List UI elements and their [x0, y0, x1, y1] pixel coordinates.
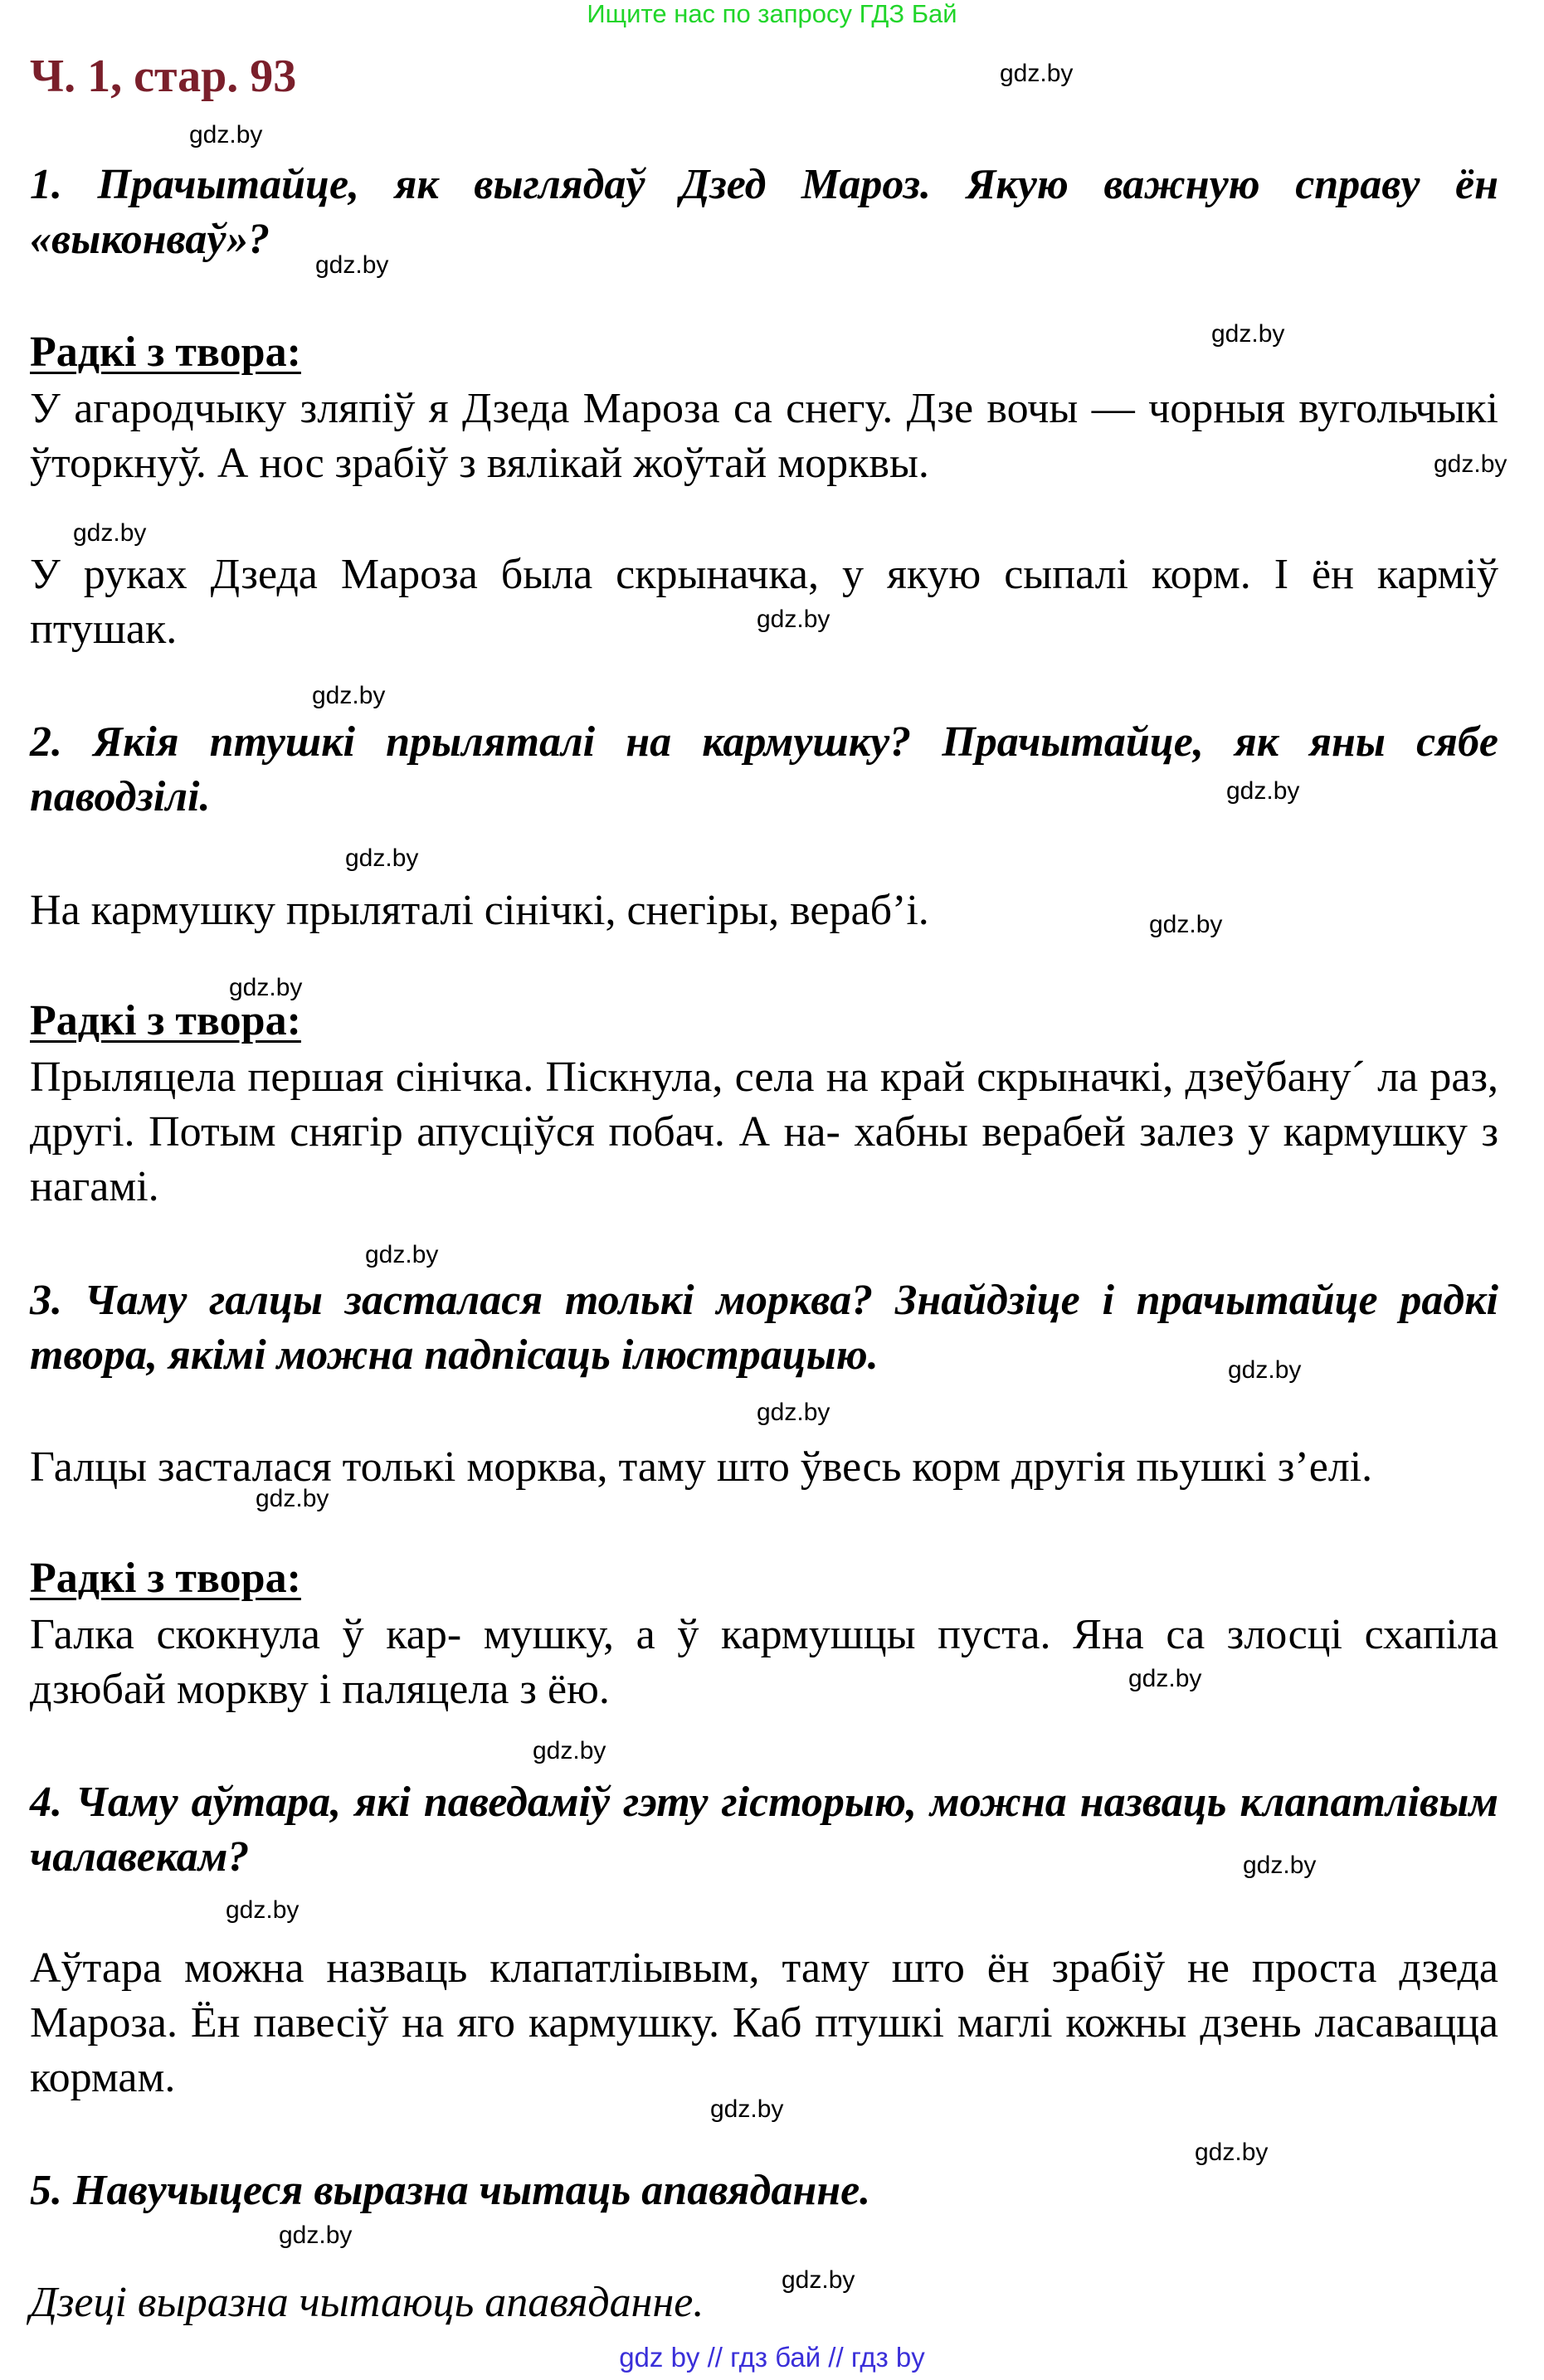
watermark: gdz.by: [1128, 1665, 1202, 1692]
question-4: 4. Чаму аўтара, які паведаміў гэту гісторыю, можна назваць клапатлівым чалавекам?: [30, 1779, 1498, 1881]
watermark: gdz.by: [73, 519, 147, 547]
watermark: gdz.by: [757, 606, 830, 633]
quote-1-1: У агародчыку зляпіў я Дзеда Мароза са снегу. Дзе вочы — чорныя вугольчыкі ўторкнуў. А нос зрабіў з вялікай жоўтай морквы.: [30, 385, 1498, 487]
question-5: 5. Навучыцеся выразна чытаць апавяданне.: [30, 2167, 871, 2214]
quote-2: Прыляцела першая сінічка. Піскнула, села на край скрыначкі, дзеўбану´ ла раз, другі. Потым снягір апусціўся побач. А на- хабны верабей залез у кармушку з нагамі.: [30, 1054, 1498, 1210]
watermark: gdz.by: [1211, 320, 1285, 348]
page-title: Ч. 1, стар. 93: [30, 51, 297, 102]
watermark: gdz.by: [533, 1737, 606, 1764]
watermark: gdz.by: [1000, 60, 1074, 87]
quote-3: Галка скокнула ў кар- мушку, а ў кармушцы пуста. Яна са злосці схапіла дзюбай моркву і паляцела з ёю.: [30, 1611, 1498, 1713]
watermark: gdz.by: [1195, 2139, 1269, 2166]
answer-4: Аўтара можна назваць клапатліывым, таму што ён зрабіў не проста дзеда Мароза. Ён павесіў на яго кармушку. Каб птушкі маглі кожны дзень ласавацца кормам.: [30, 1944, 1498, 2101]
question-2: 2. Якія птушкі прыляталі на кармушку? Прачытайце, як яны сябе паводзілі.: [30, 718, 1498, 820]
watermark: gdz.by: [1228, 1356, 1302, 1384]
watermark: gdz.by: [1226, 777, 1300, 805]
quote-1-2: У руках Дзеда Мароза была скрыначка, у якую сыпалі корм. І ён карміў птушак.: [30, 551, 1498, 653]
watermark: gdz.by: [312, 682, 386, 709]
watermark: gdz.by: [279, 2222, 353, 2249]
watermark: gdz.by: [345, 844, 419, 872]
watermark: gdz.by: [256, 1485, 329, 1512]
watermark: gdz.by: [229, 974, 303, 1001]
watermark: gdz.by: [315, 251, 389, 279]
question-1: 1. Прачытайце, як выглядаў Дзед Мароз. Якую важную справу ён «выконваў»?: [30, 161, 1498, 263]
section-heading-2: Радкі з твора:: [30, 997, 301, 1044]
question-3: 3. Чаму галцы засталася толькі морква? Знайдзіце і прачытайце радкі твора, якімі можна падпісаць ілюстрацыю.: [30, 1277, 1498, 1379]
section-heading-1: Радкі з твора:: [30, 329, 301, 376]
watermark: gdz.by: [1434, 450, 1507, 478]
answer-5: Дзеці выразна чытаюць апавяданне.: [30, 2279, 704, 2326]
watermark: gdz.by: [189, 121, 263, 148]
watermark: gdz.by: [757, 1399, 830, 1426]
top-banner: Ищите нас по запросу ГДЗ Бай: [587, 0, 957, 28]
watermark: gdz.by: [782, 2266, 855, 2294]
watermark: gdz.by: [710, 2095, 784, 2123]
watermark: gdz.by: [1243, 1852, 1317, 1879]
answer-3: Галцы засталася толькі морква, таму што ўвесь корм другія пьушкі з’елі.: [30, 1443, 1373, 1491]
watermark: gdz.by: [1149, 911, 1223, 938]
watermark: gdz.by: [226, 1896, 300, 1924]
section-heading-3: Радкі з твора:: [30, 1555, 301, 1602]
answer-2: На кармушку прыляталі сінічкі, снегіры, вераб’і.: [30, 887, 929, 934]
watermark: gdz.by: [365, 1241, 439, 1268]
footer-links: gdz by // гдз бай // гдз by: [619, 2342, 925, 2373]
